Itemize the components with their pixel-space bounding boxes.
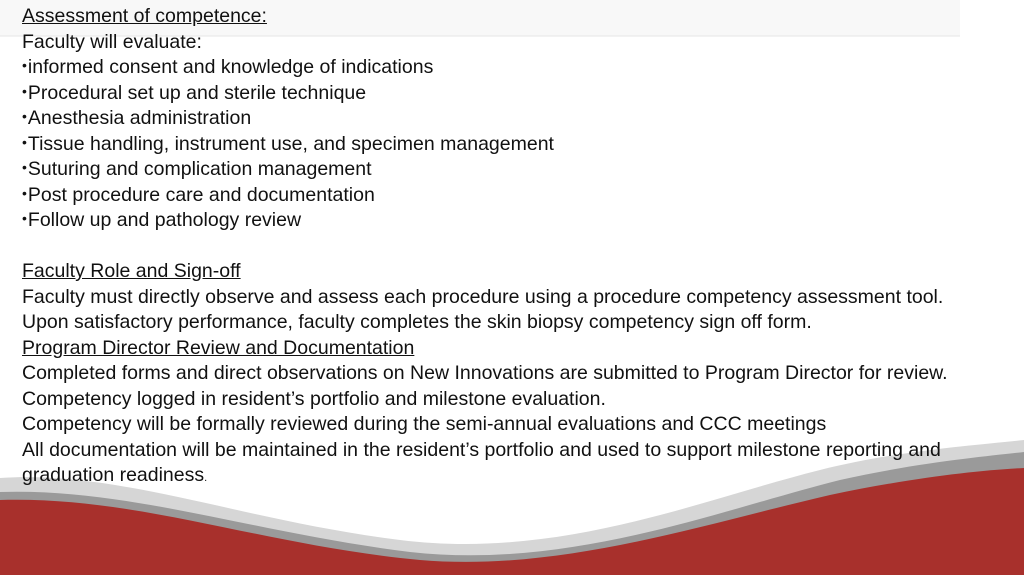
blank-line (22, 234, 982, 260)
body-line: Upon satisfactory performance, faculty completes the skin biopsy competency sign off form. (22, 311, 812, 333)
faculty-role-heading: Faculty Role and Sign-off (22, 260, 241, 282)
slide-body (22, 4, 982, 489)
final-line-text: graduation readiness (22, 464, 205, 486)
body-line: Faculty must directly observe and assess each procedure using a procedure competency assessment tool. (22, 285, 944, 308)
bullet-item: • Follow up and pathology review (22, 208, 982, 234)
body-line: Competency logged in resident’s portfolio and milestone evaluation. (22, 387, 606, 410)
body-line-final (22, 463, 982, 489)
body-line: Completed forms and direct observations on New Innovations are submitted to Program Director for review. (22, 362, 948, 384)
bullet-item: • Post procedure care and documentation (22, 183, 982, 209)
bullet-item: • Tissue handling, instrument use, and specimen management (22, 132, 982, 158)
program-director-heading: Program Director Review and Documentation (22, 336, 415, 359)
bullet-item: • Suturing and complication management (22, 157, 982, 183)
final-period: . (204, 472, 208, 484)
body-line: All documentation will be maintained in the resident’s portfolio and used to support milestone reporting and (22, 438, 941, 461)
bullet-item: • informed consent and knowledge of indications (22, 55, 982, 81)
assessment-intro: Faculty will evaluate: (22, 30, 202, 53)
bullet-item: • Procedural set up and sterile technique (22, 81, 982, 107)
bullet-item: • Anesthesia administration (22, 106, 982, 132)
body-line: Competency will be formally reviewed during the semi-annual evaluations and CCC meetings (22, 413, 827, 435)
assessment-heading: Assessment of competence: (22, 5, 267, 27)
